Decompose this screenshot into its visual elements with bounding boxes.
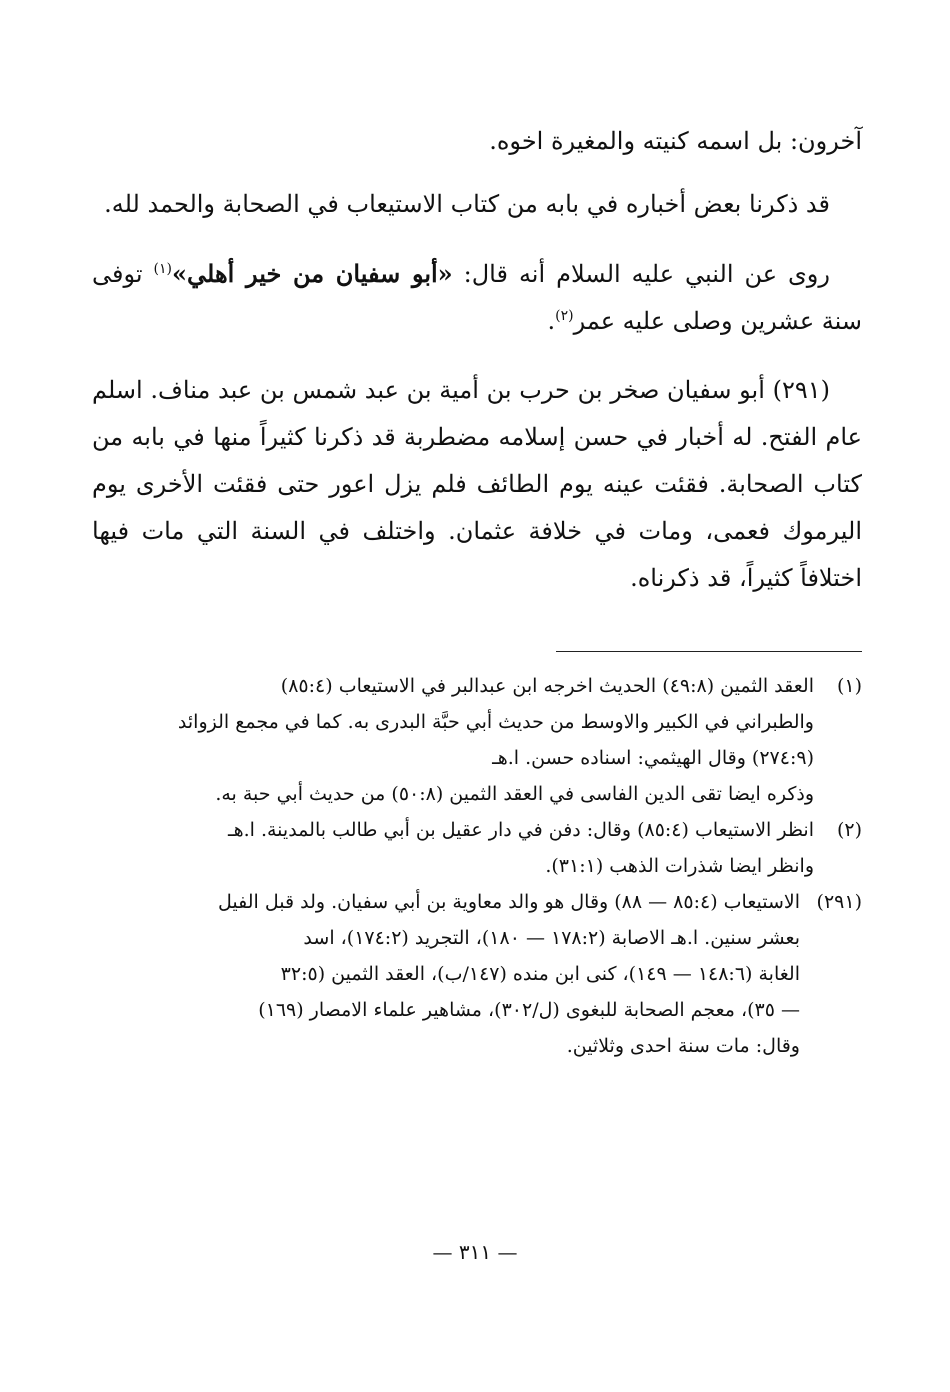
para-3-start: روى عن النبي عليه السلام أنه قال: [452, 260, 830, 288]
main-text [92, 118, 862, 624]
main-paragraph-3 [92, 250, 862, 345]
footnote-divider [556, 651, 862, 652]
footnote-line: انظر الاستيعاب (٨٥:٤) وقال: دفن في دار عقيل بن أبي طالب بالمدينة. ا.هـ [228, 819, 814, 841]
footnote-line: وانظر ايضا شذرات الذهب (٣١:١). [545, 855, 814, 877]
footnote-line: (٢٧٤:٩) وقال الهيثمي: اسناده حسن. ا.هـ [492, 747, 814, 769]
footnote-line: العقد الثمين (٤٩:٨) الحديث اخرجه ابن عبدالبر في الاستيعاب (٨٥:٤) [280, 675, 814, 697]
footnote-line: وقال: مات سنة احدى وثلاثين. [566, 1035, 800, 1057]
footnote-line: وذكره ايضا تقى الدين الفاسى في العقد الثمين (٥٠:٨) من حديث أبي حبة به. [215, 783, 814, 805]
main-paragraph-4: (٢٩١) أبو سفيان صخر بن حرب بن أمية بن عبد شمس بن عبد مناف. اسلم عام الفتح. له أخبار في حسن إسلامه مضطربة قد ذكرنا كثيراً منها في بابه من كتاب الصحابة. فقئت عينه يوم الطائف فلم يزل اعور حتى فقئت الأخرى يوم اليرموك فعمى، ومات في خلافة عثمان. واختلف في السنة التي مات فيها اختلافاً كثيراً، قد ذكرناه. [92, 376, 862, 592]
footnote-line: الغابة (١٤٨:٦ — ١٤٩)، كنى ابن منده (١٤٧/ب)، العقد الثمين (٣٢:٥ [280, 963, 800, 985]
page-number: — ٣١١ — [432, 1240, 518, 1264]
footnote-line: والطبراني في الكبير والاوسط من حديث أبي حبَّة البدرى به. كما في مجمع الزوائد [177, 711, 814, 733]
main-paragraph-2: قد ذكرنا بعض أخباره في بابه من كتاب الاستيعاب في الصحابة والحمد لله. [104, 190, 830, 218]
main-line-1: آخرون: بل اسمه كنيته والمغيرة اخوه. [489, 127, 862, 155]
footnote-1 [92, 668, 862, 812]
footnote-number: (١) [836, 675, 862, 697]
footnote-line: — ٣٥)، معجم الصحابة للبغوى (ل/٣٠٢)، مشاهير علماء الامصار (١٦٩) [258, 999, 800, 1021]
para-3-end: . [547, 307, 556, 335]
footnotes [92, 668, 862, 1064]
footnote-line: الاستيعاب (٨٥:٤ — ٨٨) وقال هو والد معاوية بن أبي سفيان. ولد قبل الفيل [218, 891, 800, 913]
footnote-291 [92, 884, 862, 1064]
footnote-body [92, 812, 814, 884]
footnote-body [92, 668, 814, 812]
para-3-mid: توفى سنة عشرين وصلى عليه عمر [92, 260, 862, 335]
footnote-ref-2: (٢) [555, 308, 574, 324]
footnote-ref-1: (١) [153, 261, 172, 277]
footnote-number: (٢٩١) [816, 891, 862, 913]
footnote-2 [92, 812, 862, 884]
footnote-number: (٢) [836, 819, 862, 841]
footnote-body [92, 884, 800, 1064]
hadith-quote: «أبو سفيان من خير أهلي» [172, 259, 453, 288]
footnote-line: بعشر سنين. ا.هـ الاصابة (١٧٨:٢ — ١٨٠)، التجريد (١٧٤:٢)، اسد [303, 927, 800, 949]
